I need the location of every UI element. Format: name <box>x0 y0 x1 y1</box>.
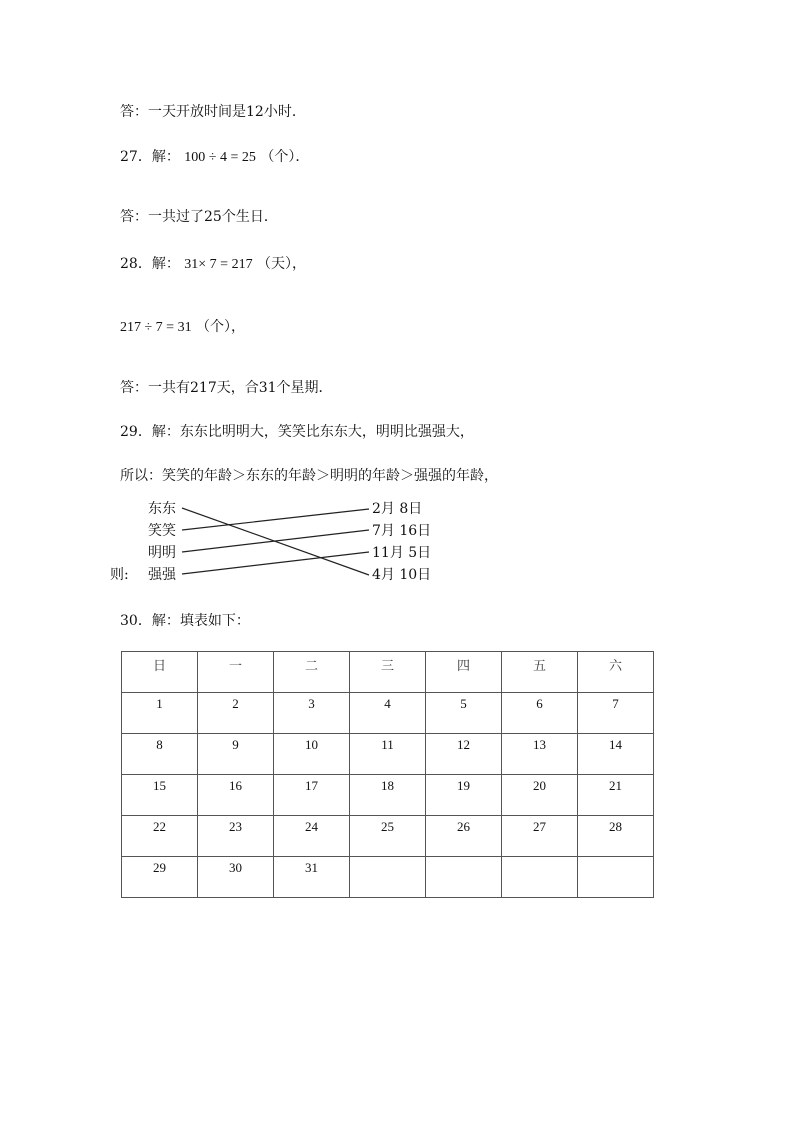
q27-unit: （个）． <box>260 149 310 165</box>
day-cell: 17 <box>274 775 350 816</box>
day-cell: 10 <box>274 734 350 775</box>
day-cell <box>502 857 578 898</box>
q27-label: 27．解： <box>120 149 180 165</box>
day-cell: 11 <box>350 734 426 775</box>
question-30: 30．解：填表如下： <box>120 613 250 629</box>
name-mingming: 明明 <box>148 545 176 561</box>
answer-28: 答：一共有217天，合31个星期． <box>120 380 333 396</box>
answer-26: 答：一天开放时间是12小时． <box>120 104 306 120</box>
calendar-row <box>122 693 654 734</box>
day-cell: 18 <box>350 775 426 816</box>
q27-equation: 100 ÷ 4 = 25 <box>184 150 256 165</box>
header-cell: 五 <box>502 652 578 693</box>
day-cell: 26 <box>426 816 502 857</box>
header-cell: 二 <box>274 652 350 693</box>
day-cell: 4 <box>350 693 426 734</box>
day-cell: 15 <box>122 775 198 816</box>
day-cell: 1 <box>122 693 198 734</box>
day-cell <box>578 857 654 898</box>
header-cell: 日 <box>122 652 198 693</box>
calendar-row <box>122 857 654 898</box>
day-cell: 7 <box>578 693 654 734</box>
date-apr-10: 4月 10日 <box>372 567 432 583</box>
day-cell: 21 <box>578 775 654 816</box>
day-cell: 3 <box>274 693 350 734</box>
day-cell <box>350 857 426 898</box>
header-cell: 三 <box>350 652 426 693</box>
question-27 <box>120 146 309 166</box>
calendar-row <box>122 734 654 775</box>
link-mingming-jul16 <box>182 530 369 552</box>
q29-conclusion: 所以：笑笑的年龄＞东东的年龄＞明明的年龄＞强强的年龄， <box>120 468 498 484</box>
day-cell: 29 <box>122 857 198 898</box>
header-cell: 六 <box>578 652 654 693</box>
day-cell: 19 <box>426 775 502 816</box>
day-cell: 31 <box>274 857 350 898</box>
matching-diagram <box>110 497 450 589</box>
day-cell: 13 <box>502 734 578 775</box>
diagram-prefix: 则: <box>110 567 129 583</box>
date-feb-8: 2月 8日 <box>372 501 423 517</box>
day-cell: 27 <box>502 816 578 857</box>
day-cell <box>426 857 502 898</box>
day-cell: 2 <box>198 693 274 734</box>
name-dongdong: 东东 <box>148 501 176 517</box>
calendar-header-row <box>122 652 654 693</box>
day-cell: 22 <box>122 816 198 857</box>
calendar-table <box>121 651 654 898</box>
day-cell: 24 <box>274 816 350 857</box>
day-cell: 6 <box>502 693 578 734</box>
name-qiangqiang: 强强 <box>148 567 176 583</box>
q28-label: 28．解： <box>120 256 180 272</box>
link-xiaoxiao-feb8 <box>182 509 369 530</box>
question-29: 29．解：东东比明明大，笑笑比东东大，明明比强强大， <box>120 424 474 440</box>
answer-27: 答：一共过了25个生日． <box>120 209 278 225</box>
day-cell: 14 <box>578 734 654 775</box>
header-cell: 四 <box>426 652 502 693</box>
date-jul-16: 7月 16日 <box>372 523 432 539</box>
date-nov-5: 11月 5日 <box>372 545 432 561</box>
day-cell: 28 <box>578 816 654 857</box>
q28-second-line <box>120 316 245 336</box>
q28-unit-2: （个）， <box>196 319 246 335</box>
q28-unit-1: （天）， <box>257 256 307 272</box>
question-28 <box>120 253 306 273</box>
day-cell: 5 <box>426 693 502 734</box>
day-cell: 23 <box>198 816 274 857</box>
day-cell: 25 <box>350 816 426 857</box>
day-cell: 9 <box>198 734 274 775</box>
day-cell: 30 <box>198 857 274 898</box>
day-cell: 16 <box>198 775 274 816</box>
name-xiaoxiao: 笑笑 <box>148 523 176 539</box>
day-cell: 12 <box>426 734 502 775</box>
calendar-row <box>122 775 654 816</box>
q28-equation-2: 217 ÷ 7 = 31 <box>120 320 192 335</box>
link-qiangqiang-nov5 <box>182 552 369 574</box>
day-cell: 8 <box>122 734 198 775</box>
day-cell: 20 <box>502 775 578 816</box>
calendar-row <box>122 816 654 857</box>
q28-equation-1: 31× 7 = 217 <box>184 257 253 272</box>
header-cell: 一 <box>198 652 274 693</box>
